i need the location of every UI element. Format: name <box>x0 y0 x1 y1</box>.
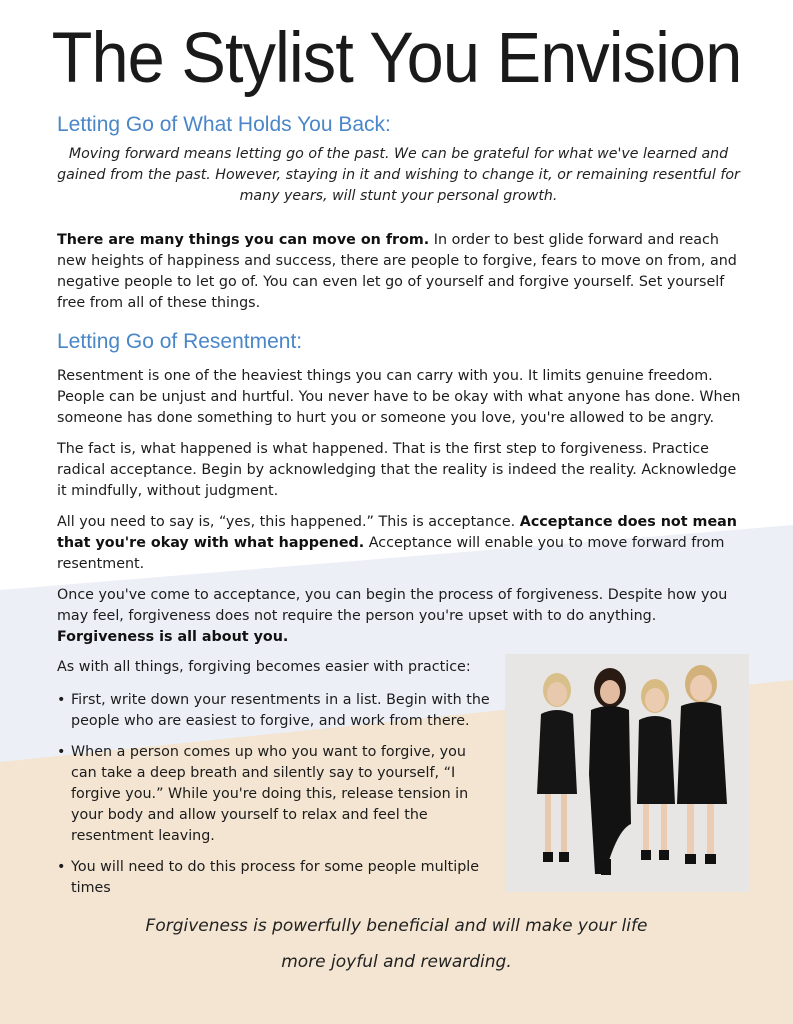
list-item: • First, write down your resentments in a list. Begin with the people who are easiest to forgive, and work from there. <box>57 690 493 732</box>
paragraph-text: Acceptance will enable you to move forward from resentment. <box>57 535 725 572</box>
paragraph-text: Once you've come to acceptance, you can begin the process of forgiveness. Despite how you may feel, forgiveness does not require the person you're upset with to do anything. <box>57 587 728 624</box>
page-title: The Stylist You Envision <box>51 19 742 98</box>
paragraph-acceptance: The fact is, what happened is what happened. That is the first step to forgiveness. Practice radical acceptance. Begin by acknowledging that the reality is indeed the reality. Acknowledge it mindfully, without judgment. <box>57 441 737 499</box>
list-item: • When a person comes up who you want to forgive, you can take a deep breath and silently say to yourself, “I forgive you.” While you're doing this, release tension in your body and allow yourself to relax and feel the resentment leaving. <box>57 742 493 847</box>
intro-quote: Moving forward means letting go of the past. We can be grateful for what we've learned and gained from the past. However, staying in it and wishing to change it, or remaining resentful for many years, will stunt your personal growth. <box>57 146 740 204</box>
paragraph-move-on <box>57 230 742 314</box>
paragraph-say-yes <box>57 512 742 575</box>
list-item: • You will need to do this process for some people multiple times <box>57 857 493 899</box>
paragraph-text: All you need to say is, “yes, this happened.” This is acceptance. <box>57 514 520 530</box>
group-photo <box>505 654 749 892</box>
section-heading-resentment: Letting Go of Resentment: <box>57 330 303 353</box>
paragraph-text: In order to best glide forward and reach new heights of happiness and success, there are people to forgive, fears to move on from, and negative people to let go of. You can even let go of yourself and forgive yourself. Set yourself free from all of these things. <box>57 232 737 311</box>
paragraph-forgiveness <box>57 585 742 648</box>
section-heading-letting-go: Letting Go of What Holds You Back: <box>57 113 391 136</box>
closing-line-1: Forgiveness is powerfully beneficial and will make your life <box>145 916 648 936</box>
bold-statement: Forgiveness is all about you. <box>57 629 289 645</box>
practice-list <box>57 690 493 909</box>
group-photo-illustration <box>505 654 749 892</box>
paragraph-resentment: Resentment is one of the heaviest things you can carry with you. It limits genuine freedom. People can be unjust and hurtful. You never have to be okay with what anyone has done. When someone has done something to hurt you or someone you love, you're allowed to be angry. <box>57 368 741 426</box>
bold-lead: There are many things you can move on from. <box>57 232 430 248</box>
closing-line-2: more joyful and rewarding. <box>281 952 512 972</box>
paragraph-practice: As with all things, forgiving becomes easier with practice: <box>57 659 471 675</box>
bold-statement: Acceptance does not mean that you're okay with what happened. <box>57 514 737 551</box>
